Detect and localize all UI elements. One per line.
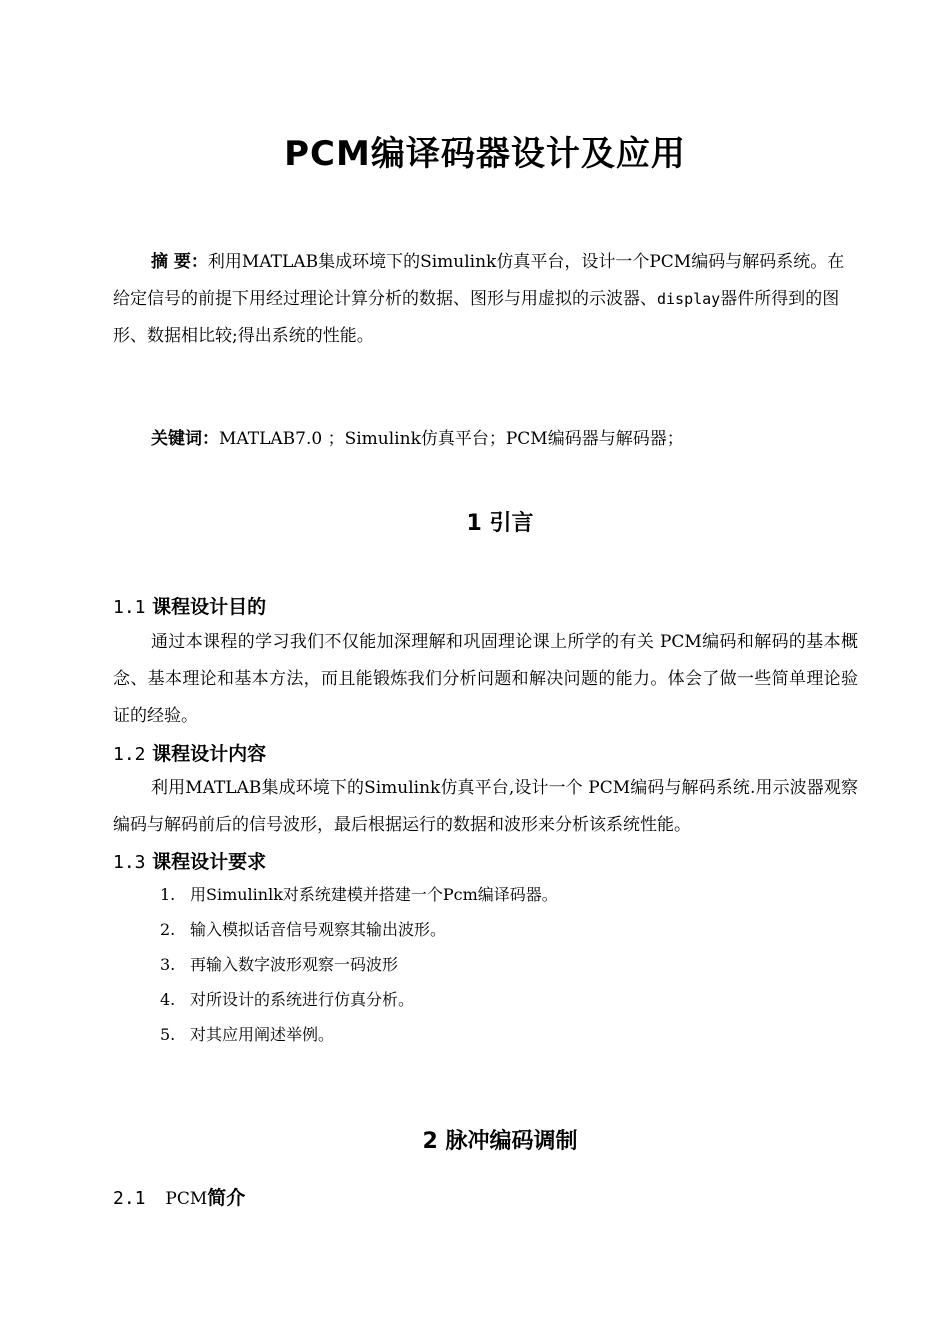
list-item: 3. 再输入数字波形观察一码波形 [160,955,399,974]
keywords-text: MATLAB7.0 ；Simulink仿真平台；PCM编码器与解码器； [219,429,684,449]
abstract-text-a: 利用MATLAB集成环境下的Simulink仿真平台，设计一个PCM编码与解码系统。在给定信号的前提下用经过理论计算分析的数据、图形与用虚拟的示波器、 [113,252,845,309]
section-1-1-number: 1.1 [113,597,146,618]
section-1-2-title: 课程设计内容 [152,743,267,765]
list-item: 4. 对所设计的系统进行仿真分析。 [160,990,415,1009]
abstract-text-mono: display [657,290,721,308]
abstract-label: 摘 要： [151,252,208,272]
keywords-label: 关键词： [151,429,219,449]
section-2-1-title-a: PCM [165,1189,208,1209]
section-1-1-body: 通过本课程的学习我们不仅能加深理解和巩固理论课上所学的有关 PCM编码和解码的基本概念、基本理论和基本方法，而且能锻炼我们分析问题和解决问题的能力。体会了做一些简单理论验证的经验。 [113,632,858,726]
keywords-line [151,424,684,449]
section-1-heading: 1 引言 [466,511,534,536]
section-1-3-title: 课程设计要求 [152,851,267,873]
section-1-1-heading [113,592,266,619]
section-1-2-heading [113,739,266,766]
section-2-1-number: 2.1 [113,1188,146,1209]
section-1-1-title: 课程设计目的 [152,596,267,618]
list-item: 2. 输入模拟话音信号观察其输出波形。 [160,920,447,939]
section-1-3-heading [113,847,266,874]
section-2-heading: 2 脉冲编码调制 [422,1129,578,1154]
section-2-1-title-b: 简介 [207,1187,246,1209]
section-1-2-number: 1.2 [113,744,146,765]
document-title: PCM编译码器设计及应用 [284,134,686,174]
requirements-list [160,882,558,1057]
section-2-1-heading [113,1183,245,1210]
list-item: 1. 用Simulinlk对系统建模并搭建一个Pcm编译码器。 [160,885,558,904]
abstract-paragraph [113,244,853,355]
section-1-3-number: 1.3 [113,852,146,873]
section-1-2-body: 利用MATLAB集成环境下的Simulink仿真平台,设计一个 PCM编码与解码系统.用示波器观察编码与解码前后的信号波形，最后根据运行的数据和波形来分析该系统性能。 [113,778,858,835]
list-item: 5. 对其应用阐述举例。 [160,1025,335,1044]
abstract-text-b: 器件所得到的图形、数据相比较;得出系统的性能。 [113,289,840,346]
